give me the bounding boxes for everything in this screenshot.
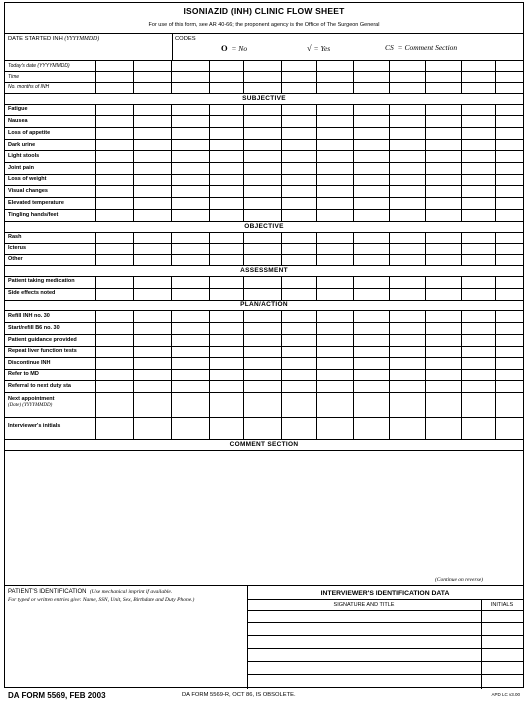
referral-next-duty-label: Referral to next duty sta bbox=[8, 383, 71, 389]
assessment-section-title: ASSESSMENT bbox=[240, 267, 288, 274]
start-refill-b6-label: Start/refill B6 no. 30 bbox=[8, 325, 60, 331]
interviewer-initials-entries[interactable] bbox=[482, 611, 522, 687]
interviewer-id-title: INTERVIEWER'S IDENTIFICATION DATA bbox=[320, 590, 450, 597]
plan-action-section-title: PLAN/ACTION bbox=[240, 301, 288, 308]
objective-section-title: OBJECTIVE bbox=[244, 223, 284, 230]
codes-label: CODES bbox=[175, 36, 196, 42]
top-entry-grid[interactable] bbox=[95, 60, 523, 93]
nausea-label: Nausea bbox=[8, 118, 28, 124]
form-number: DA FORM 5569, FEB 2003 bbox=[8, 691, 106, 700]
assessment-entry-grid[interactable] bbox=[95, 276, 523, 300]
obsolete-note: DA FORM 5569-R, OCT 86, IS OBSOLETE. bbox=[182, 692, 296, 698]
loss-of-appetite-label: Loss of appetite bbox=[8, 130, 51, 136]
elevated-temperature-label: Elevated temperature bbox=[8, 200, 64, 206]
patient-identification-label: PATIENT'S IDENTIFICATION (Use mechanical imprint if available. bbox=[8, 589, 173, 595]
subjective-entry-grid[interactable] bbox=[95, 104, 523, 221]
code-comment: CS = Comment Section bbox=[385, 43, 458, 52]
side-effects-noted-label: Side effects noted bbox=[8, 290, 56, 296]
rash-label: Rash bbox=[8, 234, 22, 240]
plan-entry-grid[interactable] bbox=[95, 310, 523, 439]
objective-entry-grid[interactable] bbox=[95, 232, 523, 265]
interviewer-signature-entries[interactable] bbox=[248, 611, 480, 687]
light-stools-label: Light stools bbox=[8, 153, 40, 159]
patient-guidance-label: Patient guidance provided bbox=[8, 337, 77, 343]
signature-title-header: SIGNATURE AND TITLE bbox=[333, 602, 395, 608]
patient-taking-medication-label: Patient taking medication bbox=[8, 278, 75, 284]
tingling-hands-feet-label: Tingling hands/feet bbox=[8, 212, 59, 218]
patient-identification-area[interactable] bbox=[5, 615, 247, 687]
apd-version: APD LC v3.00 bbox=[491, 692, 520, 697]
months-inh-row-label: No. months of INH bbox=[8, 84, 50, 90]
refer-to-md-label: Refer to MD bbox=[8, 371, 39, 377]
refill-inh-label: Refill INH no. 30 bbox=[8, 313, 50, 319]
joint-pain-label: Joint pain bbox=[8, 165, 34, 171]
initials-header: INITIALS bbox=[490, 602, 514, 608]
repeat-liver-tests-label: Repeat liver function tests bbox=[8, 348, 77, 354]
clinic-flow-sheet-form bbox=[4, 2, 524, 688]
visual-changes-label: Visual changes bbox=[8, 188, 48, 194]
other-label: Other bbox=[8, 256, 23, 262]
continue-on-reverse-note: (Continue on reverse) bbox=[434, 577, 483, 583]
todays-date-row-label: Today's date (YYYYMMDD) bbox=[8, 63, 70, 69]
dark-urine-label: Dark urine bbox=[8, 142, 36, 148]
comment-section-title: COMMENT SECTION bbox=[229, 441, 299, 448]
fatigue-label: Fatigue bbox=[8, 106, 28, 112]
discontinue-inh-label: Discontinue INH bbox=[8, 360, 51, 366]
patient-identification-instructions: For typed or written entries give: Name, SSN, Unit, Sex, Birthdate and Duty Phone.) bbox=[8, 597, 195, 603]
comment-area[interactable] bbox=[5, 451, 523, 585]
code-no: O = No bbox=[221, 43, 248, 53]
code-yes: √ = Yes bbox=[307, 43, 331, 53]
interviewer-initials-label: Interviewer's initials bbox=[8, 423, 61, 429]
form-title: ISONIAZID (INH) CLINIC FLOW SHEET bbox=[183, 6, 345, 16]
time-row-label: Time bbox=[8, 74, 20, 80]
form-subtitle: For use of this form, see AR 40-66; the proponent agency is the Office of The Surgeon General bbox=[148, 22, 380, 28]
loss-of-weight-label: Loss of weight bbox=[8, 176, 47, 182]
subjective-section-title: SUBJECTIVE bbox=[242, 95, 286, 102]
next-appointment-label: Next appointment (Date) (YYYYMMDD) bbox=[8, 396, 55, 408]
icterus-label: Icterus bbox=[8, 245, 27, 251]
date-started-label: DATE STARTED INH (YYYYMMDD) bbox=[8, 36, 100, 42]
